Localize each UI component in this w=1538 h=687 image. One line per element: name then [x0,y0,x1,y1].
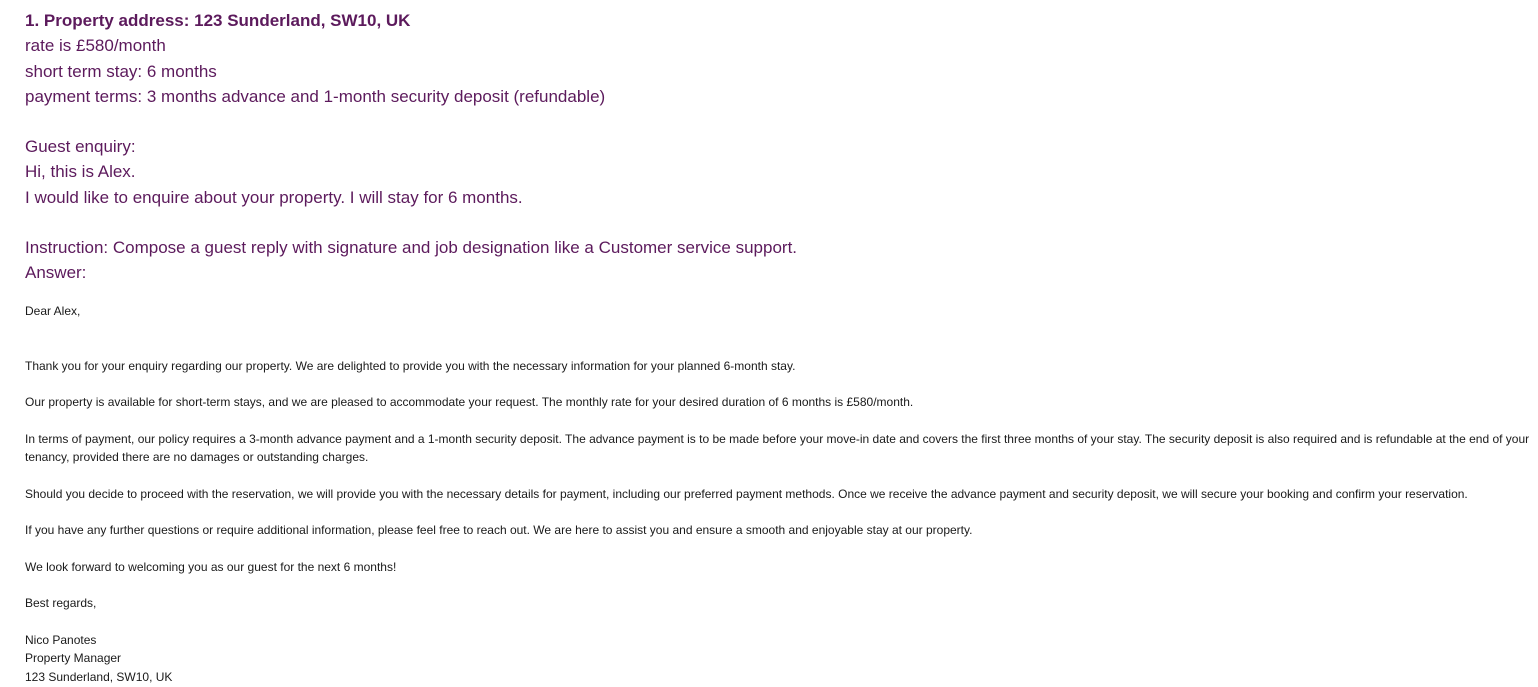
answer-label: Answer: [25,263,87,283]
property-address-heading: 1. Property address: 123 Sunderland, SW10, UK [25,11,411,30]
signature-block [25,631,1531,687]
enquiry-line-1: Hi, this is Alex. [25,162,136,182]
instruction-line: Instruction: Compose a guest reply with signature and job designation like a Customer service support. [25,238,798,258]
answer-paragraph: Our property is available for short-term stays, and we are pleased to accommodate your request. The monthly rate for your desired duration of 6 months is £580/month. [25,395,914,409]
closing: Best regards, [25,596,97,610]
spacer [25,210,797,235]
greeting: Dear Alex, [25,304,81,318]
signature-address: 123 Sunderland, SW10, UK [25,669,173,684]
rate-line: rate is £580/month [25,36,166,56]
enquiry-line-2: I would like to enquire about your property. I will stay for 6 months. [25,187,523,207]
answer-paragraph: We look forward to welcoming you as our guest for the next 6 months! [25,559,397,574]
stay-line: short term stay: 6 months [25,61,217,81]
enquiry-label: Guest enquiry: [25,137,136,157]
answer-paragraph: If you have any further questions or require additional information, please feel free to reach out. We are here to assist you and ensure a smooth and enjoyable stay at our property. [25,523,973,537]
prompt-block [25,8,797,286]
spacer [25,109,797,134]
answer-block [25,302,1531,686]
payment-terms-line: payment terms: 3 months advance and 1-month security deposit (refundable) [25,86,606,106]
signature-name: Nico Panotes [25,632,97,647]
signature-designation: Property Manager [25,651,122,665]
answer-paragraph: Should you decide to proceed with the reservation, we will provide you with the necessary details for payment, including our preferred payment methods. Once we receive the advance payment and security deposit, we will secure your booking and confirm your reservation. [25,486,1468,501]
answer-paragraph: Thank you for your enquiry regarding our property. We are delighted to provide you with the necessary information for your planned 6-month stay. [25,358,796,373]
answer-paragraph: In terms of payment, our policy requires a 3-month advance payment and a 1-month security deposit. The advance payment is to be made before your move-in date and covers the first three months of your stay. The security deposit is also required and is refundable at the end of your tenancy, provided there are no damages or outstanding charges. [25,431,1530,464]
